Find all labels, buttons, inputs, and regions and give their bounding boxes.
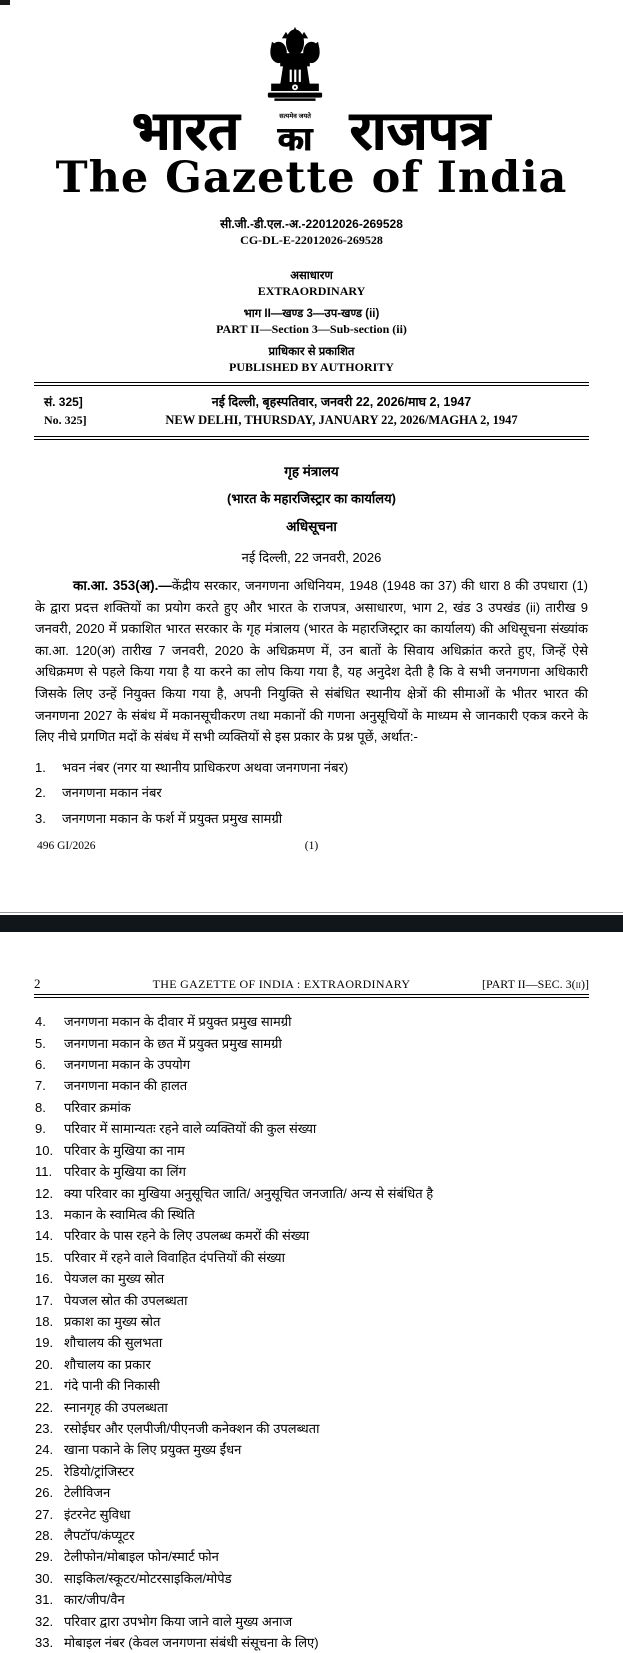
running-header-part: [PART II—SEC. 3(ii)]	[482, 977, 589, 992]
published-authority-english: PUBLISHED BY AUTHORITY	[229, 360, 394, 374]
dateline	[104, 393, 579, 428]
list-item	[35, 1311, 588, 1332]
list-item-text: मकान के स्वामित्व की स्थिति	[64, 1206, 195, 1222]
list-item-text: कार/जीप/वैन	[64, 1592, 125, 1608]
list-item-number: 6.	[35, 1057, 46, 1073]
notification-label: अधिसूचना	[286, 519, 337, 534]
list-item-number: 18.	[35, 1313, 54, 1329]
list-item-number: 32.	[35, 1613, 54, 1629]
list-item	[35, 1546, 588, 1567]
list-item-number: 24.	[35, 1442, 54, 1458]
list-item-number: 33.	[35, 1635, 54, 1651]
list-item-number: 17.	[35, 1292, 54, 1308]
emblem-motto: सत्यमेव जयते	[279, 113, 311, 120]
list-item-text: स्नानगृह की उपलब्धता	[64, 1399, 168, 1415]
part-section-hindi: भाग II—खण्ड 3—उप-खण्ड (ii)	[243, 308, 380, 320]
page-edge-artifact	[0, 0, 10, 5]
list-item-text: क्या परिवार का मुखिया अनुसूचित जाति/ अनुसूचित जनजाति/ अन्य से संबंधित है	[64, 1185, 434, 1201]
list-item	[35, 1118, 588, 1139]
list-item-text: परिवार क्रमांक	[64, 1099, 131, 1115]
list-item-text: टेलीविजन	[64, 1485, 111, 1501]
list-item-text: मोबाइल नंबर (केवल जनगणना संबंधी संसूचना के लिए)	[64, 1635, 319, 1651]
registration-number-english: CG-DL-E-22012026-269528	[240, 233, 383, 247]
running-header-title: THE GAZETTE OF INDIA : EXTRAORDINARY	[152, 977, 411, 992]
list-item-text: परिवार के मुखिया का नाम	[64, 1142, 185, 1158]
ministry-name: गृह मंत्रालय	[284, 464, 339, 479]
list-item-text: परिवार में रहने वाले विवाहित दंपत्तियों की संख्या	[64, 1249, 285, 1265]
separator-black-band	[0, 915, 623, 932]
list-item	[35, 1268, 588, 1289]
list-item-text: परिवार के पास रहने के लिए उपलब्ध कमरों की संख्या	[64, 1228, 310, 1244]
list-item-number: 13.	[35, 1206, 54, 1222]
list-item	[35, 1290, 588, 1311]
list-item-text: परिवार के मुखिया का लिंग	[64, 1164, 186, 1180]
gazette-title-english: The Gazette of India	[55, 153, 568, 203]
extraordinary-block	[0, 268, 623, 299]
extraordinary-english: EXTRAORDINARY	[257, 284, 366, 298]
list-item	[35, 1332, 588, 1353]
list-item-number: 23.	[35, 1420, 54, 1436]
question-list-page1	[35, 755, 588, 832]
notification-body-text: केंद्रीय सरकार, जनगणना अधिनियम, 1948 (1948 का 37) की धारा 8 की उपधारा (1) के द्वारा प्रदत्त शक्तियों का प्रयोग करते हुए और भारत के राजपत्र, असाधारण, भाग 2, खंड 3 उपखंड (ii) तारीख 9 जनवरी, 2020 में प्रकाशित भारत सरकार के गृह मंत्रालय (भारत के महारजिस्ट्रार का कार्यालय) की अधिसूचना संख्यांक का.आ. 120(अ) तारीख 7 जनवरी, 2020 के अधिक्रमण में, उन बातों के सिवाय अधिक्रांत करते हुए, जिन्हें ऐसे अधिक्रमण से पहले किया गया है या करने का लोप किया गया है, यह अनुदेश देती है कि वे सभी जनगणना अधिकारी जिसके लिए उन्हें नियुक्त किया गया है, अपनी नियुक्ति से संबंधित स्थानीय क्षेत्रों की सीमाओं के भीतर भारत की जनगणना 2027 के संबंध में मकानसूचीकरण तथा मकानों की गणना अनुसूचियों के माध्यम से जानकारी एकत्र करने के लिए नीचे प्रगणित मदों के संबंध में सभी व्यक्तियों से इस प्रकार के प्रश्न पूछें, अर्थात:-	[35, 578, 589, 745]
list-item	[35, 1011, 588, 1032]
list-item-text: रेडियो/ट्रांजिस्टर	[64, 1463, 135, 1479]
list-item-number: 25.	[35, 1463, 54, 1479]
print-code: 496 GI/2026	[37, 840, 96, 853]
issue-number-hindi: सं. 325]	[44, 395, 83, 409]
list-item	[35, 1204, 588, 1225]
list-item-number: 14.	[35, 1228, 54, 1244]
list-item-number: 7.	[35, 1078, 46, 1094]
office-name: (भारत के महारजिस्ट्रार का कार्यालय)	[227, 491, 396, 506]
list-item-number: 26.	[35, 1485, 54, 1501]
list-item-text: खाना पकाने के लिए प्रयुक्त मुख्य ईंधन	[64, 1442, 242, 1458]
list-item	[35, 1247, 588, 1268]
list-item-text: टेलीफोन/मोबाइल फोन/स्मार्ट फोन	[64, 1549, 219, 1565]
list-item-number: 1.	[35, 759, 46, 775]
list-item	[35, 1504, 588, 1525]
list-item	[35, 1033, 588, 1054]
list-item-number: 9.	[35, 1121, 46, 1137]
dateline-english: NEW DELHI, THURSDAY, JANUARY 22, 2026/MAGHA 2, 1947	[165, 413, 518, 427]
masthead-word-ka: का	[278, 120, 313, 157]
list-item	[35, 1568, 588, 1589]
page2-running-header	[34, 976, 589, 998]
list-item-text: परिवार द्वारा उपभोग किया जाने वाले मुख्य अनाज	[64, 1613, 293, 1629]
list-item-number: 19.	[35, 1335, 54, 1351]
question-list-page2	[35, 1011, 588, 1653]
masthead-emblem-column	[252, 26, 338, 155]
published-authority-hindi: प्राधिकार से प्रकाशित	[268, 346, 355, 358]
list-item-number: 11.	[35, 1164, 53, 1180]
page-separator	[0, 912, 623, 932]
list-item	[35, 1397, 588, 1418]
list-item-number: 4.	[35, 1014, 46, 1030]
list-item-number: 2.	[35, 785, 46, 801]
list-item-text: जनगणना मकान की हालत	[64, 1078, 188, 1094]
authority-block	[0, 344, 623, 375]
list-item-number: 10.	[35, 1142, 54, 1158]
list-item-number: 5.	[35, 1035, 46, 1051]
list-item-number: 12.	[35, 1185, 54, 1201]
part-section-block	[0, 306, 623, 337]
place-and-date: नई दिल्ली, 22 जनवरी, 2026	[241, 550, 382, 565]
list-item	[35, 1161, 588, 1182]
list-item-text: लैपटॉप/कंप्यूटर	[64, 1528, 135, 1543]
list-item-number: 27.	[35, 1506, 54, 1522]
list-item-number: 8.	[35, 1099, 46, 1115]
list-item-number: 20.	[35, 1356, 54, 1372]
ashoka-emblem-icon	[258, 26, 332, 110]
list-item-text: साइकिल/स्कूटर/मोटरसाइकिल/मोपेड	[64, 1570, 232, 1586]
list-item	[35, 1375, 588, 1396]
list-item-number: 16.	[35, 1271, 54, 1287]
list-item-text: गंदे पानी की निकासी	[64, 1378, 160, 1394]
list-item-text: इंटरनेट सुविधा	[64, 1506, 131, 1522]
list-item	[35, 1439, 588, 1460]
list-item-text: जनगणना मकान के दीवार में प्रयुक्त प्रमुख सामग्री	[64, 1014, 292, 1030]
list-item-text: पेयजल का मुख्य स्रोत	[64, 1271, 165, 1287]
list-item	[35, 1632, 588, 1653]
list-item-number: 21.	[35, 1378, 54, 1394]
list-item-text: जनगणना मकान के उपयोग	[64, 1057, 191, 1073]
list-item-number: 28.	[35, 1528, 54, 1543]
list-item	[35, 1461, 588, 1482]
list-item-text: शौचालय की सुलभता	[64, 1335, 163, 1351]
list-item-number: 22.	[35, 1399, 54, 1415]
masthead-word-rajpatra: राजपत्र	[350, 101, 491, 162]
list-item	[35, 1482, 588, 1503]
list-item-number: 3.	[35, 810, 46, 826]
notification-body-paragraph	[35, 575, 588, 748]
extraordinary-hindi: असाधारण	[290, 270, 333, 282]
list-item	[35, 1054, 588, 1075]
list-item-number: 30.	[35, 1570, 54, 1586]
list-item-text: पेयजल स्रोत की उपलब्धता	[64, 1292, 188, 1308]
list-item	[35, 1140, 588, 1161]
separator-gray-line	[0, 912, 623, 913]
list-item-number: 15.	[35, 1249, 54, 1265]
registration-number-hindi: सी.जी.-डी.एल.-अ.-22012026-269528	[220, 217, 403, 231]
issue-number-english: No. 325]	[44, 413, 87, 427]
list-item-number: 31.	[35, 1592, 54, 1608]
list-item	[35, 1418, 588, 1439]
list-item	[35, 1611, 588, 1632]
list-item-text: जनगणना मकान नंबर	[62, 785, 162, 801]
page1-footer	[35, 840, 588, 856]
issue-number	[44, 393, 87, 428]
masthead-word-bharat: भारत	[132, 101, 241, 162]
list-item	[35, 806, 588, 832]
issue-date-banner	[34, 382, 589, 440]
list-item	[35, 1183, 588, 1204]
list-item	[35, 755, 588, 781]
list-item	[35, 1075, 588, 1096]
page1-number: (1)	[304, 840, 319, 853]
list-item-text: परिवार में सामान्यतः रहने वाले व्यक्तियों की कुल संख्या	[64, 1121, 317, 1137]
part-section-english: PART II—Section 3—Sub-section (ii)	[216, 322, 407, 336]
masthead	[0, 0, 623, 162]
page-2	[0, 976, 623, 1653]
page2-number: 2	[34, 976, 41, 992]
list-item	[35, 1097, 588, 1118]
list-item	[35, 1525, 588, 1546]
list-item-text: शौचालय का प्रकार	[64, 1356, 151, 1372]
list-item	[35, 1354, 588, 1375]
so-number: का.आ. 353(अ).—	[73, 578, 172, 593]
list-item-number: 29.	[35, 1549, 54, 1565]
list-item-text: जनगणना मकान के फर्श में प्रयुक्त प्रमुख सामग्री	[62, 810, 283, 826]
list-item-text: रसोईघर और एलपीजी/पीएनजी कनेक्शन की उपलब्धता	[64, 1420, 320, 1436]
list-item-text: प्रकाश का मुख्य स्रोत	[64, 1313, 161, 1329]
list-item	[35, 1225, 588, 1246]
dateline-hindi: नई दिल्ली, बृहस्पतिवार, जनवरी 22, 2026/माघ 2, 1947	[211, 395, 472, 409]
list-item-text: जनगणना मकान के छत में प्रयुक्त प्रमुख सामग्री	[64, 1035, 282, 1051]
list-item	[35, 780, 588, 806]
list-item-text: भवन नंबर (नगर या स्थानीय प्राधिकरण अथवा जनगणना नंबर)	[62, 759, 349, 775]
